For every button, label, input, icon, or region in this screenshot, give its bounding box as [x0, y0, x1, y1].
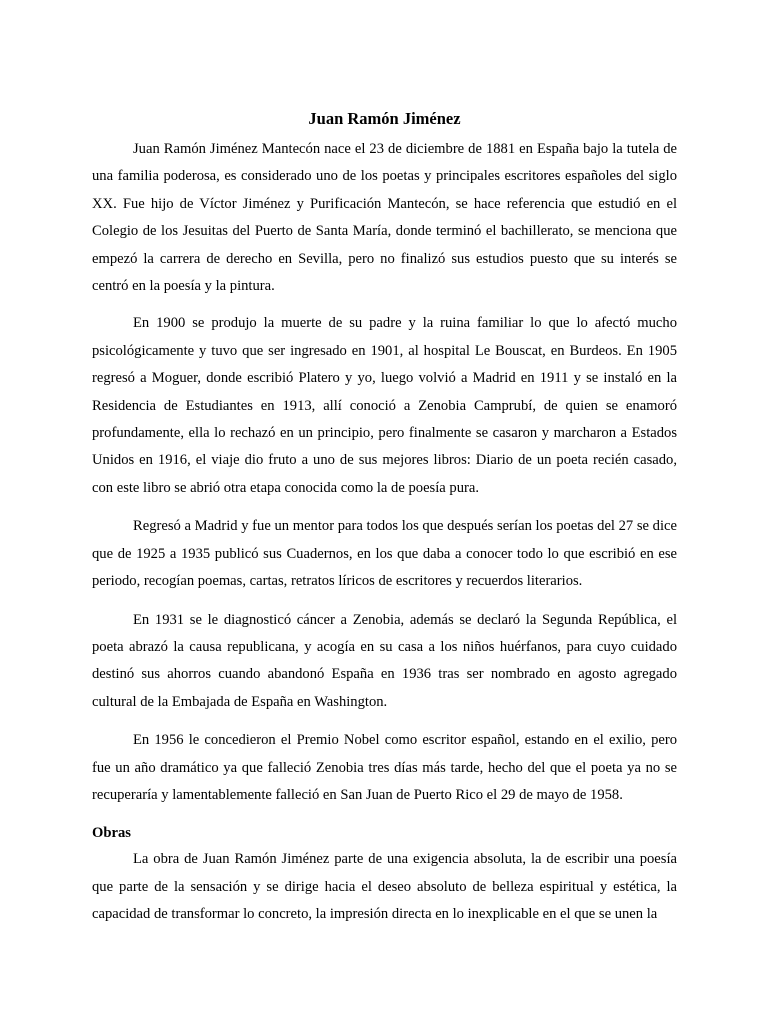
- section-heading-obras: Obras: [92, 825, 131, 842]
- paragraph-madrid-return: Regresó a Madrid y fue un mentor para todos los que después serían los poetas del 27 se dice que de 1925 a 1935 publicó sus Cuadernos, en los que daba a conocer todo lo que escribió en ese periodo, recogían poemas, cartas, retratos líricos de escritores y recuerdos literarios.: [92, 518, 677, 590]
- paragraph-obras: La obra de Juan Ramón Jiménez parte de una exigencia absoluta, la de escribir una poesía que parte de la sensación y se dirige hacia el deseo absoluto de belleza espiritual y estética, la capacidad de transformar lo concreto, la impresión directa en lo inexplicable en el que se unen la: [92, 851, 677, 923]
- paragraph-father-death: En 1900 se produjo la muerte de su padre y la ruina familiar lo que lo afectó mucho psicológicamente y tuvo que ser ingresado en 1901, al hospital Le Bouscat, en Burdeos. En 1905 regresó a Moguer, donde escribió Platero y yo, luego volvió a Madrid en 1911 y se instaló en la Residencia de Estudiantes en 1913, allí conoció a Zenobia Camprubí, de quien se enamoró profundamente, ella lo rechazó en un principio, pero finalmente se casaron y marcharon a Estados Unidos en 1916, el viaje dio fruto a uno de sus mejores libros: Diario de un poeta recién casado, con este libro se abrió otra etapa conocida como la de poesía pura.: [92, 315, 677, 496]
- paragraph-biography-intro: Juan Ramón Jiménez Mantecón nace el 23 de diciembre de 1881 en España bajo la tutela de una familia poderosa, es considerado uno de los poetas y principales escritores españoles del siglo XX. Fue hijo de Víctor Jiménez y Purificación Mantecón, se hace referencia que estudió en el Colegio de los Jesuitas del Puerto de Santa María, donde terminó el bachillerato, se menciona que empezó la carrera de derecho en Sevilla, pero no finalizó sus estudios puesto que su interés se centró en la poesía y la pintura.: [92, 141, 677, 295]
- document-title: Juan Ramón Jiménez: [308, 109, 461, 128]
- paragraph-nobel-prize: En 1956 le concedieron el Premio Nobel como escritor español, estando en el exilio, pero fue un año dramático ya que falleció Zenobia tres días más tarde, hecho del que el poeta ya no se recuperaría y lamentablemente falleció en San Juan de Puerto Rico el 29 de mayo de 1958.: [92, 732, 677, 803]
- paragraph-zenobia-illness: En 1931 se le diagnosticó cáncer a Zenobia, además se declaró la Segunda República, el poeta abrazó la causa republicana, y acogía en su casa a los niños huérfanos, para cuyo cuidado destinó sus ahorros cuando abandonó España en 1936 tras ser nombrado en agosto agregado cultural de la Embajada de España en Washington.: [92, 611, 677, 710]
